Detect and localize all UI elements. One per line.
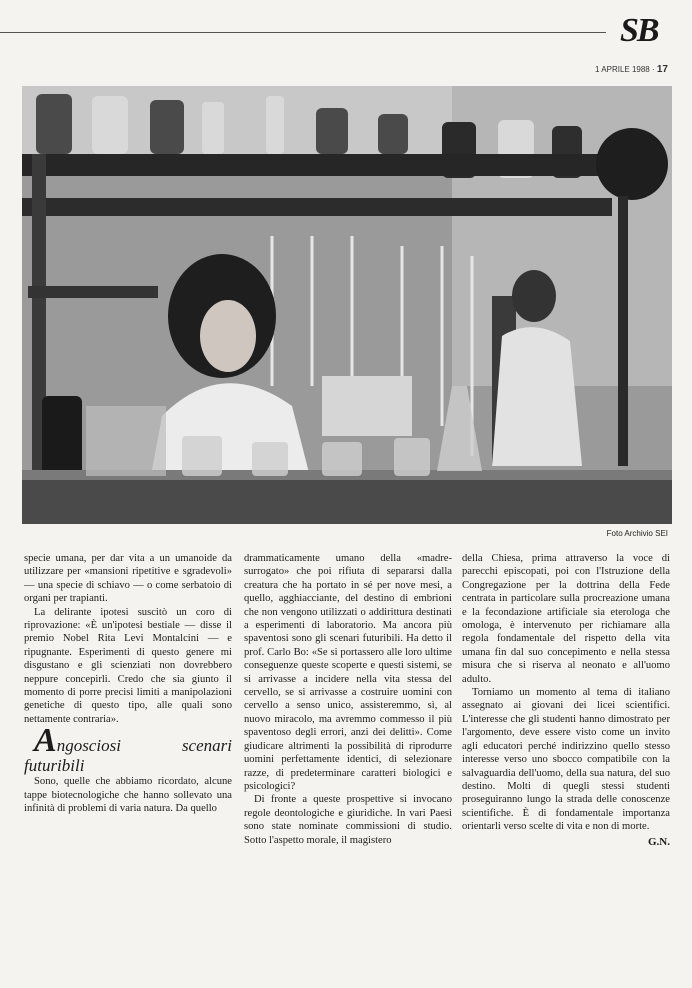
paragraph: della Chiesa, prima attraverso la voce di parecchi episcopati, poi con l'Istruzione della Congregazione per la dottrina della Fede centrata in particolare sulla procreazione umana e la fecondazione artificiale sia eterologa che omologa, è intervenuto per richiamare alla regola fondamentale del rispetto della vita umana fin dal suo concepimento e nella stessa misura che si riserva al neonato e all'uomo adulto.: [462, 553, 670, 685]
subheading: [24, 722, 232, 776]
author-signature: G.N.: [648, 835, 670, 848]
issue-date: 1 APRILE 1988 ·: [595, 65, 655, 74]
magazine-logo: SB: [620, 12, 658, 49]
article-column-2: [244, 552, 452, 847]
article-column-3: [462, 552, 670, 849]
subheading-text: ngosciosi scenari futuribili: [24, 736, 232, 776]
paragraph: La delirante ipotesi suscitò un coro di riprovazione: «È un'ipotesi bestiale — disse il premio Nobel Rita Levi Montalcini — e ripugnante. Esperimenti di questo genere mi disgustano e gli scienziati non dovrebbero neppure concepirli. Credo che sia giunto il momento di porre precisi limiti a manipolazioni genetiche di questo tipo, alle quali sono nettamente contraria».: [24, 606, 232, 725]
paragraph: Di fronte a queste prospettive si invocano regole deontologiche e giuridiche. In vari Paesi sono state nominate commissioni di studio. Sotto l'aspetto morale, il magistero: [244, 794, 452, 846]
laboratory-photo: [22, 86, 672, 524]
paragraph: Sono, quelle che abbiamo ricordato, alcune tappe biotecnologiche che hanno sollevato una infinità di problemi di varia natura. Da quello: [24, 776, 232, 815]
dateline: [595, 64, 668, 75]
drop-initial: A: [34, 722, 57, 760]
header-rule: [0, 32, 606, 33]
page-number: 17: [656, 64, 668, 75]
paragraph: drammaticamente umano della «madre-surrogato» che poi rifiuta di separarsi dalla creatura che ha portato in sé per nove mesi, a quello, agghiacciante, del destino di embrioni che non vengono utilizzati o addirittura destinati a esperimenti di laboratorio. Ma ancora più spaventosi sono gli scenari futuribili. Ha detto il prof. Carlo Bo: «Se si portassero alle loro ultime conseguenze queste scoperte e questi sistemi, se si arrivasse a incidere nella vita stessa del cervello, se si arrivasse a costruire uomini con cervello a senso unico, assisteremmo, sì, al nuovo miracolo, ma avremmo commesso il più spaventoso degli errori, anzi dei delitti». Come giudicare altrimenti la possibilità di riprodurre uomini perfettamente identici, di selezionare razze, di predeterminare caratteri biologici e psicologici?: [244, 553, 452, 792]
paragraph: Torniamo un momento al tema di italiano assegnato ai giovani dei licei scientifici. L'interesse che gli studenti hanno dimostrato per l'argomento, deve essere visto come un invito agli educatori perché indirizzino quello stesso interesse verso uno sbocco compatibile con la salvaguardia dell'uomo, della sua natura, del suo destino. Molti di quegli stessi studenti proseguiranno lungo la strada delle conoscenze scientifiche. È di fondamentale importanza orientarli verso scelte di vita e non di morte.: [462, 687, 670, 833]
article-column-1: [24, 552, 232, 816]
paragraph: specie umana, per dar vita a un umanoide da utilizzare per «mansioni ripetitive e sgradevoli» — una specie di schiavo — o come serbatoio di organi per trapianti.: [24, 553, 232, 605]
photo-credit: Foto Archivio SEI: [606, 529, 668, 538]
